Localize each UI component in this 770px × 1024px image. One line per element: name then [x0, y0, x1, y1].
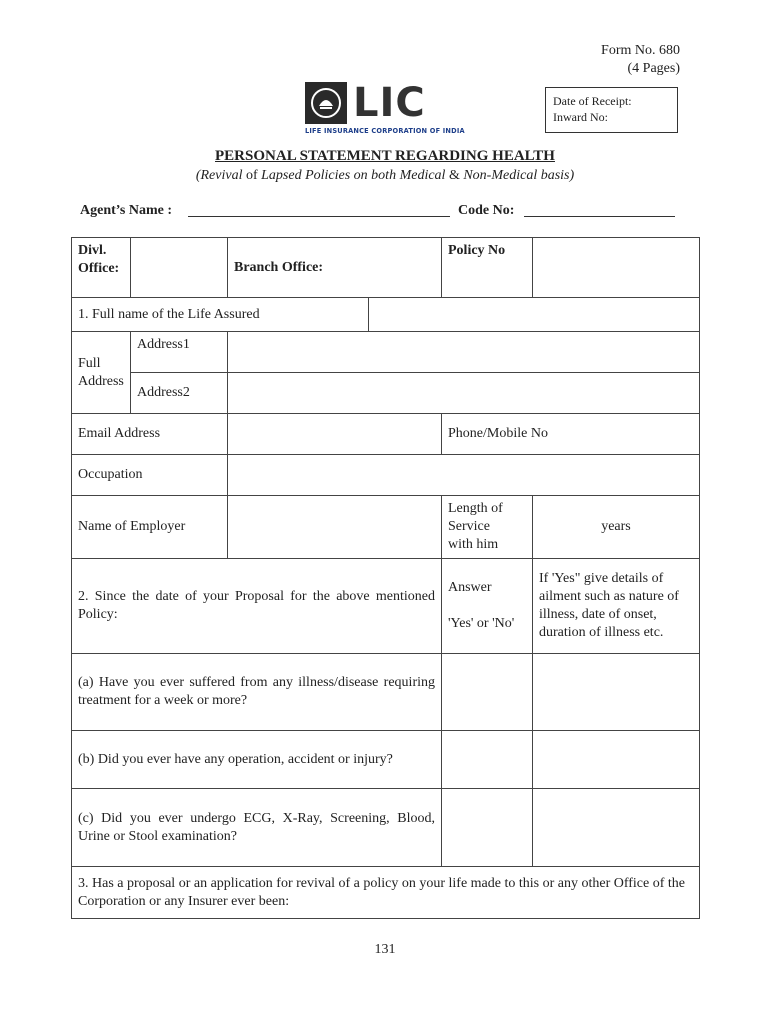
page-count: (4 Pages): [627, 61, 680, 76]
subtitle-part: Non-Medical basis): [463, 168, 575, 183]
code-no-field[interactable]: [524, 216, 675, 217]
employer-field[interactable]: [228, 496, 442, 559]
page-subtitle: [0, 168, 770, 184]
full-address-label: [72, 332, 131, 414]
answer-b-field[interactable]: [442, 731, 533, 789]
page-title: PERSONAL STATEMENT REGARDING HEALTH: [215, 148, 555, 164]
length-of-service-label: [442, 496, 533, 559]
answer-label: Answer: [448, 580, 492, 595]
subtitle-part: (Revival: [195, 168, 243, 183]
full-name-label: 1. Full name of the Life Assured: [72, 298, 369, 332]
lic-logo: [305, 80, 465, 138]
subtitle-part: Lapsed Policies on both Medical: [261, 168, 446, 183]
occupation-label: Occupation: [72, 455, 228, 496]
logo-subtext: LIFE INSURANCE CORPORATION OF INDIA: [305, 127, 465, 135]
form-number: Form No. 680: [601, 43, 680, 58]
address1-field[interactable]: [228, 332, 700, 373]
health-statement-table: [71, 237, 700, 919]
divl-line: Divl.: [78, 243, 107, 258]
policy-no-label: Policy No: [442, 238, 533, 298]
length-service-line: Length of Service: [448, 501, 503, 534]
email-label: Email Address: [72, 414, 228, 455]
subtitle-part: of: [245, 168, 258, 183]
phone-field[interactable]: [442, 414, 700, 455]
occupation-field[interactable]: [228, 455, 700, 496]
years-field[interactable]: [533, 496, 700, 559]
answer-header: [442, 559, 533, 654]
address1-label: Address1: [131, 332, 228, 373]
policy-no-field[interactable]: [533, 238, 700, 298]
logo-text: LIC: [353, 80, 426, 126]
agent-name-label: Agent’s Name :: [80, 203, 173, 218]
address2-label: Address2: [131, 373, 228, 414]
subtitle-part: &: [448, 168, 460, 183]
details-b-field[interactable]: [533, 731, 700, 789]
answer-c-field[interactable]: [442, 789, 533, 867]
if-yes-details-header: If 'Yes" give details of ailment such as nature of illness, date of onset, duration of illness etc.: [533, 559, 700, 654]
divl-office-label: [72, 238, 131, 298]
lic-emblem-icon: [305, 82, 347, 124]
branch-office-field[interactable]: [228, 238, 442, 298]
date-of-receipt-label: Date of Receipt:: [553, 94, 632, 108]
years-label: years: [601, 519, 631, 534]
form-number-block: [601, 42, 680, 78]
employer-label: Name of Employer: [72, 496, 228, 559]
question-a: (a) Have you ever suffered from any illness/disease requiring treatment for a week or more?: [72, 654, 442, 731]
office-line: Office:: [78, 261, 120, 276]
details-a-field[interactable]: [533, 654, 700, 731]
code-no-label: Code No:: [458, 203, 515, 218]
question-b: (b) Did you ever have any operation, accident or injury?: [72, 731, 442, 789]
full-name-field[interactable]: [369, 298, 700, 332]
inward-no-label: Inward No:: [553, 110, 608, 124]
branch-office-label: Branch Office:: [234, 259, 324, 275]
length-service-line: with him: [448, 537, 499, 552]
address2-field[interactable]: [228, 373, 700, 414]
question-c: (c) Did you ever undergo ECG, X-Ray, Screening, Blood, Urine or Stool examination?: [72, 789, 442, 867]
page-number: 131: [374, 942, 396, 957]
yes-no-label: 'Yes' or 'No': [448, 616, 515, 631]
receipt-box: [545, 87, 678, 133]
agent-name-field[interactable]: [188, 216, 450, 217]
full-address-line: Address: [78, 373, 124, 389]
phone-label: Phone/Mobile No: [448, 426, 548, 441]
full-address-line: Full: [78, 355, 101, 371]
details-c-field[interactable]: [533, 789, 700, 867]
question-2: 2. Since the date of your Proposal for the above mentioned Policy:: [72, 559, 442, 654]
divl-office-field[interactable]: [131, 238, 228, 298]
question-3: 3. Has a proposal or an application for revival of a policy on your life made to this or any other Office of the Corporation or any Insurer ever been:: [72, 867, 700, 919]
email-field[interactable]: [228, 414, 442, 455]
answer-a-field[interactable]: [442, 654, 533, 731]
